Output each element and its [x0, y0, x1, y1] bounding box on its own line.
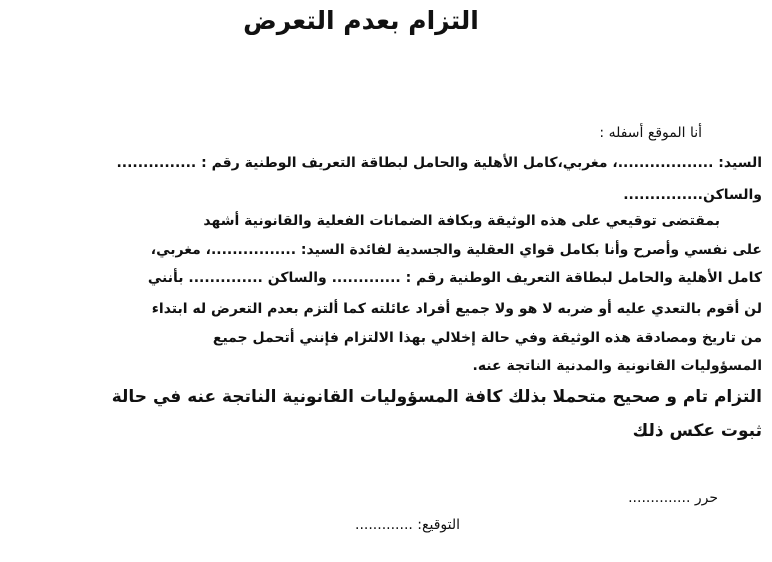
undersigned-label: أنا الموقع أسفله : — [599, 125, 702, 141]
text-line-1: السيد: ..................، مغربي،كامل الأهلية والحامل لبطاقة التعريف الوطنية رقم : ............... — [116, 155, 762, 171]
text-line-8: المسؤوليات القانونية والمدنية الناتجة عنه. — [472, 358, 762, 374]
text-line-4: على نفسي وأصرح وأنا بكامل قواي العقلية والجسدية لفائدة السيد: ................، مغربي، — [150, 242, 762, 258]
text-line-10: ثبوت عكس ذلك — [632, 421, 762, 441]
text-line-9: التزام تام و صحيح متحملا بذلك كافة المسؤوليات القانونية الناتجة عنه في حالة — [111, 387, 762, 407]
text-line-6: لن أقوم بالتعدي عليه أو ضربه لا هو ولا جميع أفراد عائلته كما ألتزم بعدم التعرض له ابتداء — [151, 301, 762, 317]
text-line-5: كامل الأهلية والحامل لبطاقة التعريف الوطنية رقم : ............. والساكن .............. بأنني — [147, 270, 762, 286]
text-line-7: من تاريخ ومصادقة هذه الوثيقة وفي حالة إخلالي بهذا الالتزام فإنني أتحمل جميع — [212, 330, 762, 346]
document-title: التزام بعدم التعرض — [243, 6, 479, 35]
drafted-at: حرر .............. — [628, 490, 718, 506]
signature-line: التوقيع: ............. — [355, 517, 460, 533]
text-line-3: بمقتضى توقيعي على هذه الوثيقة وبكافة الضمانات الفعلية والقانونية أشهد — [203, 213, 720, 229]
text-line-2: والساكن............... — [623, 187, 762, 203]
